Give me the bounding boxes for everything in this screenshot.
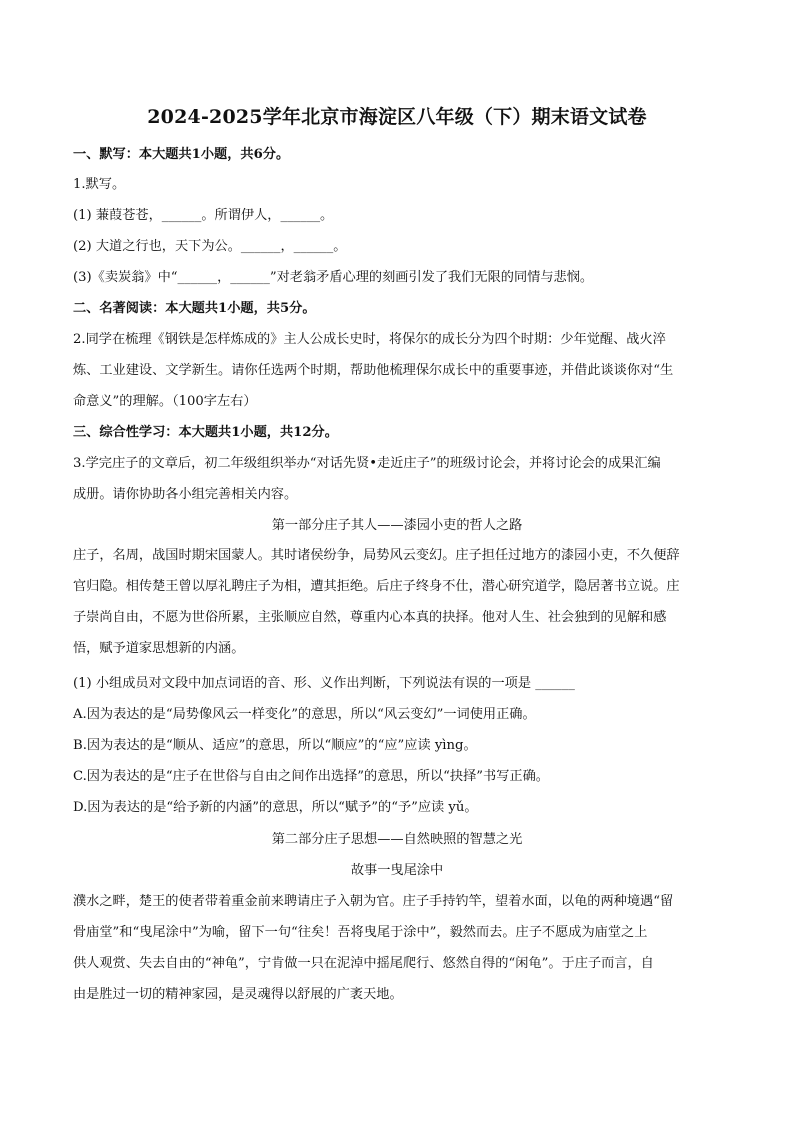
passage-line: 子崇尚自由，不愿为世俗所累，主张顺应自然，尊重内心本真的抉择。他对人生、社会独到的见解和感 (73, 610, 667, 625)
section-heading-3: 三、综合性学习：本大题共1小题，共12分。 (73, 425, 338, 440)
option-d: D.因为表达的是“给予新的内涵”的意思，所以“赋予”的“予”应读 yǔ。 (73, 800, 478, 815)
part-1-heading: 第一部分庄子其人——漆园小吏的哲人之路 (271, 518, 523, 533)
option-a: A.因为表达的是“局势像风云一样变化”的意思，所以“风云变幻”一词使用正确。 (73, 707, 536, 722)
story-line: 骨庙堂”和“曳尾涂中”为喻，留下一句“往矣！吾将曳尾于涂中”，毅然而去。庄子不愿成为庙堂之上 (73, 925, 648, 940)
story-line: 供人观赏、失去自由的“神龟”，宁肯做一只在泥淖中摇尾爬行、悠然自得的“闲龟”。于庄子而言，自 (73, 956, 654, 971)
question-3-line: 3.学完庄子的文章后，初二年级组织举办“对话先贤•走近庄子”的班级讨论会，并将讨论会的成果汇编 (73, 456, 661, 471)
exam-title: 2024-2025学年北京市海淀区八年级（下）期末语文试卷 (147, 106, 647, 128)
story-1-heading: 故事一曳尾涂中 (350, 863, 444, 878)
section-heading-2: 二、名著阅读：本大题共1小题，共5分。 (73, 301, 316, 316)
question-2-line: 炼、工业建设、文学新生。请你任选两个时期，帮助他梳理保尔成长中的重要事迹，并借此谈谈你对“生 (73, 363, 674, 378)
part-2-heading: 第二部分庄子思想——自然映照的智慧之光 (271, 832, 523, 847)
sub-question-1: (1) 小组成员对文段中加点词语的音、形、义作出判断，下列说法有误的一项是 ______ (73, 676, 575, 691)
question-1-item-2: (2) 大道之行也，天下为公。______，______。 (73, 239, 347, 254)
section-heading-1: 一、默写：本大题共1小题，共6分。 (73, 147, 290, 162)
story-line: 濮水之畔，楚王的使者带着重金前来聘请庄子入朝为官。庄子手持钓竿，望着水面，以龟的两种境遇“留 (73, 894, 674, 909)
question-1-prompt: 1.默写。 (73, 177, 126, 192)
passage-line: 庄子，名周，战国时期宋国蒙人。其时诸侯纷争，局势风云变幻。庄子担任过地方的漆园小吏，不久便辞 (73, 548, 680, 563)
option-c: C.因为表达的是“庄子在世俗与自由之间作出选择”的意思，所以“抉择”书写正确。 (73, 769, 549, 784)
question-2-line: 命意义”的理解。（100字左右） (73, 394, 257, 409)
option-b: B.因为表达的是“顺从、适应”的意思，所以“顺应”的“应”应读 yìng。 (73, 738, 477, 753)
passage-line: 官归隐。相传楚王曾以厚礼聘庄子为相，遭其拒绝。后庄子终身不仕，潜心研究道学，隐居著书立说。庄 (73, 579, 680, 594)
question-1-item-3: (3)《卖炭翁》中“______，______”对老翁矛盾心理的刻画引发了我们无限的同情与悲悯。 (73, 270, 594, 285)
question-2-line: 2.同学在梳理《钢铁是怎样炼成的》主人公成长史时，将保尔的成长分为四个时期：少年觉醒、战火淬 (73, 332, 666, 347)
passage-line: 悟，赋予道家思想新的内涵。 (73, 641, 245, 656)
story-line: 由是胜过一切的精神家园，是灵魂得以舒展的广袤天地。 (73, 987, 403, 1002)
question-3-line: 成册。请你协助各小组完善相关内容。 (73, 487, 298, 502)
question-1-item-1: (1) 蒹葭苍苍，______。所谓伊人，______。 (73, 208, 334, 223)
